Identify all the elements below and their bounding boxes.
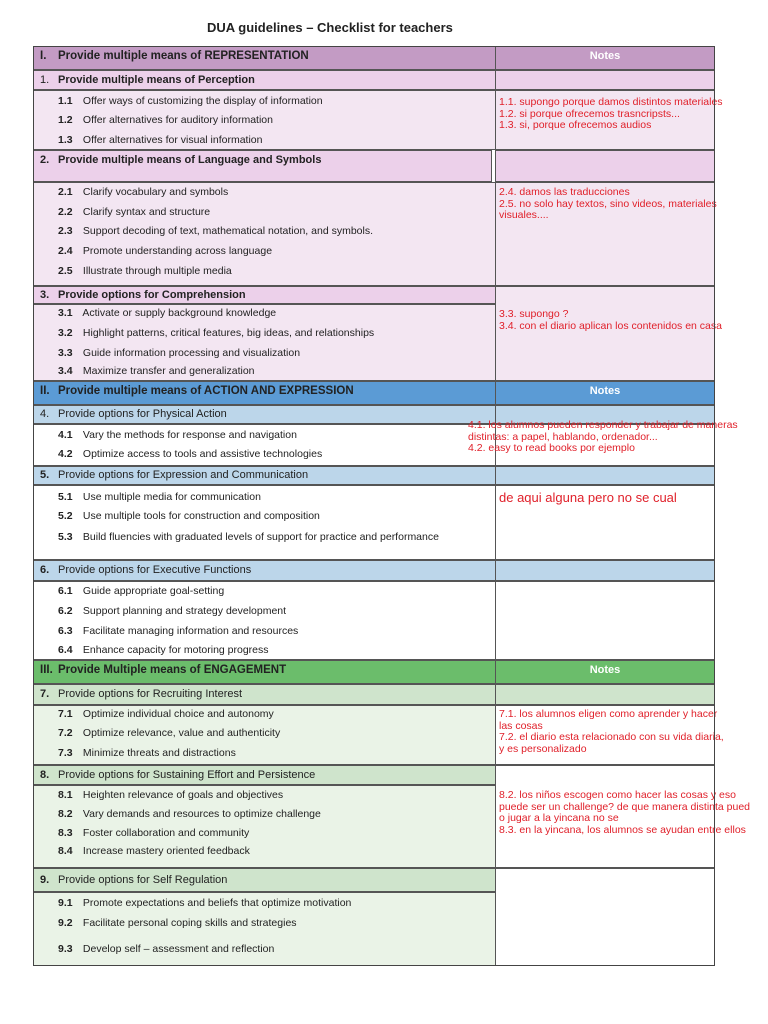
- guideline-number: 8.: [40, 769, 50, 781]
- guideline-3-header: [33, 286, 496, 304]
- guideline-6-header: [33, 560, 496, 581]
- principle-number: III.: [40, 664, 53, 676]
- checklist-item: 8.2 Vary demands and resources to optimize challenge: [58, 808, 321, 820]
- checklist-item: 3.4 Maximize transfer and generalization: [58, 365, 255, 377]
- checklist-item: 9.2 Facilitate personal coping skills and strategies: [58, 917, 297, 929]
- guideline-label: Provide options for Sustaining Effort and Persistence: [58, 769, 316, 781]
- checklist-item: 9.1 Promote expectations and beliefs that optimize motivation: [58, 897, 352, 909]
- principle-label: Provide Multiple means of ENGAGEMENT: [58, 664, 287, 676]
- guideline-5-header: [33, 466, 496, 485]
- guideline-label: Provide multiple means of Perception: [58, 74, 255, 86]
- checklist-item: 6.1 Guide appropriate goal-setting: [58, 585, 225, 597]
- guideline-label: Provide options for Physical Action: [58, 408, 227, 420]
- guideline-number: 2.: [40, 154, 50, 166]
- checklist-item: 4.2 Optimize access to tools and assistive technologies: [58, 448, 323, 460]
- principle-engagement-header: [33, 660, 496, 684]
- checklist-item: 8.4 Increase mastery oriented feedback: [58, 845, 250, 857]
- guideline-8-header: [33, 765, 496, 785]
- checklist-item: 5.3 Build fluencies with graduated levels of support for practice and performance: [58, 531, 439, 543]
- principle-number: I.: [40, 50, 47, 62]
- notes-header-representation: [495, 46, 715, 70]
- handwritten-note-1: 1.1. supongo porque damos distintos materiales 1.2. si porque ofrecemos trasncripsts... 1.3. si, porque ofrecemos audios: [499, 96, 723, 131]
- guideline-label: Provide options for Comprehension: [58, 289, 246, 301]
- guideline-9-header: [33, 868, 496, 892]
- guideline-number: 4.: [40, 408, 50, 420]
- checklist-item: 6.4 Enhance capacity for motoring progress: [58, 644, 269, 656]
- principle-number: II.: [40, 385, 50, 397]
- guideline-2-notes-header: [495, 150, 715, 182]
- checklist-item: 2.1 Clarify vocabulary and symbols: [58, 186, 229, 198]
- notes-header-engagement: [495, 660, 715, 684]
- guideline-6-notes: [495, 581, 715, 660]
- checklist-item: 1.1 Offer ways of customizing the display of information: [58, 95, 323, 107]
- checklist-item: 6.3 Facilitate managing information and resources: [58, 625, 299, 637]
- guideline-7-header: [33, 684, 496, 705]
- handwritten-note-2: 2.4. damos las traducciones 2.5. no solo hay textos, sino videos, materiales visuales....: [499, 186, 717, 221]
- guideline-number: 7.: [40, 688, 50, 700]
- checklist-item: 5.1 Use multiple media for communication: [58, 491, 261, 503]
- notes-label: Notes: [589, 50, 621, 62]
- checklist-item: 2.2 Clarify syntax and structure: [58, 206, 211, 218]
- guideline-number: 1.: [40, 74, 50, 86]
- principle-representation-header: [33, 46, 496, 70]
- guideline-label: Provide multiple means of Language and Symbols: [58, 154, 322, 166]
- handwritten-note-4: 4.1. los alumnos pueden responder y trabajar de maneras distintas: a papel, hablando, ordenador... 4.2. easy to read books por ejemplo: [468, 419, 738, 454]
- checklist-item: 3.3 Guide information processing and visualization: [58, 347, 301, 359]
- checklist-item: 7.3 Minimize threats and distractions: [58, 747, 236, 759]
- handwritten-note-8: 8.2. los niños escogen como hacer las cosas y eso puede ser un challenge? de que manera distinta pued o jugar a la yincana no se 8.3. en la yincana, los alumnos se ayudan entre ellos: [499, 789, 751, 836]
- handwritten-note-7: 7.1. los alumnos eligen como aprender y hacer las cosas 7.2. el diario esta relacionado con su vida diaria, y es personalizado: [499, 708, 724, 755]
- notes-header-action: [495, 381, 715, 405]
- guideline-number: 3.: [40, 289, 50, 301]
- guideline-4-header: [33, 405, 496, 424]
- guideline-label: Provide options for Recruiting Interest: [58, 688, 243, 700]
- checklist-item: 7.1 Optimize individual choice and autonomy: [58, 708, 274, 720]
- guideline-3-notes: [495, 286, 715, 381]
- guideline-label: Provide options for Expression and Communication: [58, 469, 309, 481]
- checklist-item: 6.2 Support planning and strategy development: [58, 605, 287, 617]
- principle-action-header: [33, 381, 496, 405]
- principle-label: Provide multiple means of REPRESENTATION: [58, 50, 309, 62]
- guideline-2-header: [33, 150, 492, 182]
- checklist-item: 2.3 Support decoding of text, mathematical notation, and symbols.: [58, 225, 374, 237]
- guideline-number: 5.: [40, 469, 50, 481]
- checklist-item: 8.1 Heighten relevance of goals and objectives: [58, 789, 284, 801]
- handwritten-note-5: de aqui alguna pero no se cual: [499, 490, 677, 505]
- checklist-item: 9.3 Develop self – assessment and reflection: [58, 943, 275, 955]
- checklist-item: 4.1 Vary the methods for response and navigation: [58, 429, 297, 441]
- guideline-6-notes-header: [495, 560, 715, 581]
- checklist-item: 3.2 Highlight patterns, critical features, big ideas, and relationships: [58, 327, 375, 339]
- checklist-item: 5.2 Use multiple tools for construction and composition: [58, 510, 320, 522]
- guideline-5-notes-header: [495, 466, 715, 485]
- guideline-label: Provide options for Self Regulation: [58, 874, 228, 886]
- checklist-item: 7.2 Optimize relevance, value and authenticity: [58, 727, 281, 739]
- guideline-1-header: [33, 70, 496, 90]
- guideline-number: 6.: [40, 564, 50, 576]
- page-title: DUA guidelines – Checklist for teachers: [207, 20, 453, 35]
- guideline-9-notes: [495, 868, 715, 966]
- checklist-item: 1.2 Offer alternatives for auditory information: [58, 114, 273, 126]
- guideline-number: 9.: [40, 874, 50, 886]
- checklist-item: 1.3 Offer alternatives for visual information: [58, 134, 263, 146]
- notes-label: Notes: [589, 385, 621, 397]
- checklist-item: 3.1 Activate or supply background knowledge: [58, 307, 277, 319]
- handwritten-note-3: 3.3. supongo ? 3.4. con el diario aplican los contenidos en casa: [499, 308, 722, 332]
- guideline-7-notes-header: [495, 684, 715, 705]
- principle-label: Provide multiple means of ACTION AND EXPRESSION: [58, 385, 354, 397]
- checklist-item: 2.4 Promote understanding across language: [58, 245, 273, 257]
- checklist-item: 2.5 Illustrate through multiple media: [58, 265, 232, 277]
- checklist-item: 8.3 Foster collaboration and community: [58, 827, 250, 839]
- notes-label: Notes: [589, 664, 621, 676]
- guideline-label: Provide options for Executive Functions: [58, 564, 252, 576]
- guideline-1-notes-header: [495, 70, 715, 90]
